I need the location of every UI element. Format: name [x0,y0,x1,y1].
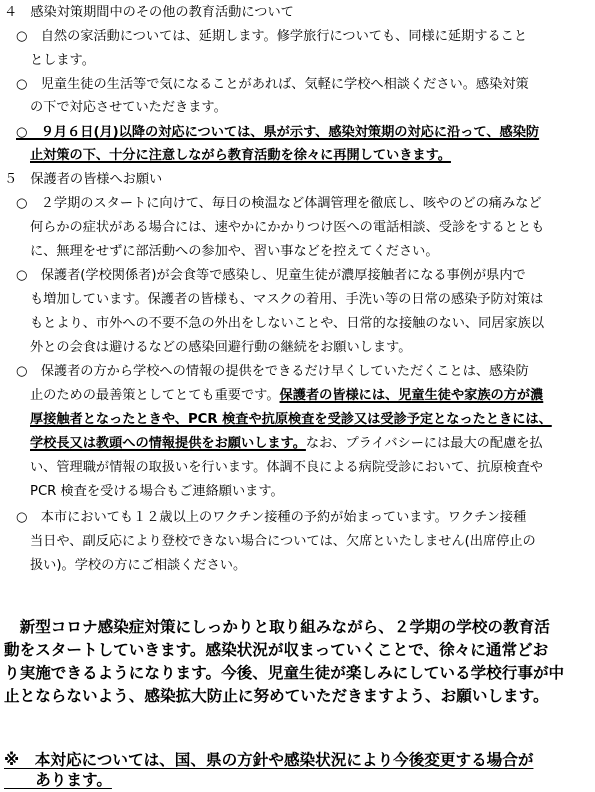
section-5-item-1-line-2: 何らかの症状がある場合には、速やかにかかりつけ医への電話相談、受診をするととも [30,220,545,235]
closing-line-1: 新型コロナ感染症対策にしっかりと取り組みながら、２学期の学校の教育活 [4,618,550,636]
section-5-item-3-line-6: PCR 検査を受ける場合もご連絡願います。 [30,484,284,499]
section-5-item-3-line-2-plain: 止のための最善策としてとても重要です。 [30,388,280,403]
section-5-item-3-line-3: 厚接触者となったときや、PCR 検査や抗原検査を受診又は受診予定となったときには、 [30,412,552,427]
section-4-item-3-line-2: 止対策の下、十分に注意しながら教育活動を徐々に再開していきます。 [30,148,451,163]
closing-line-2: 動をスタートしていきます。感染状況が収まっていくことで、徐々に通常どお [4,641,549,659]
section-5-item-3-line-4 [30,436,543,452]
section-5-item-3-line-5: い、管理職が情報の取扱いを行います。体調不良による病院受診において、抗原検査や [30,460,543,475]
section-5-item-3-line-2 [30,388,543,404]
section-5-item-4-line-3: 扱い)。学校の方にご相談ください。 [30,558,247,573]
section-5-item-4-line-1: ○ 本市においても１２歳以上のワクチン接種の予約が始まっています。ワクチン接種 [16,510,527,525]
section-5-item-1-line-1: ○ ２学期のスタートに向けて、毎日の検温など体調管理を徹底し、咳やのどの痛みなど [16,196,542,211]
closing-line-3: り実施できるようになります。今後、児童生徒が楽しみにしている学校行事が中 [4,664,565,682]
section-5-item-4-line-2: 当日や、副反応により登校できない場合については、欠席といたしません(出席停止の [30,534,536,549]
section-4-item-3-line-1: ○ ９月６日(月)以降の対応については、県が示す、感染対策期の対応に沿って、感染防 [16,125,540,140]
section-5-item-2-line-1: ○ 保護者(学校関係者)が会食等で感染し、児童生徒が濃厚接触者になる事例が県内で [16,268,526,283]
section-4-heading: ４ 感染対策期間中のその他の教育活動について [4,5,294,20]
section-4-item-1-line-1: ○ 自然の家活動については、延期します。修学旅行についても、同様に延期すること [16,29,528,44]
closing-line-4: 止とならないよう、感染拡大防止に努めていただきますよう、お願いします。 [4,687,549,705]
section-5-item-2-line-4: 外との会食は避けるなどの感染回避行動の継続をお願いします。 [30,340,412,355]
section-5-item-3-line-4-emphasis: 学校長又は教頭への情報提供をお願いします。 [30,436,306,451]
section-5-heading: ５ 保護者の皆様へお願い [4,172,163,187]
section-4-item-2-line-1: ○ 児童生徒の生活等で気になることがあれば、気軽に学校へ相談ください。感染対策 [16,77,529,92]
section-5-item-3-line-2-emphasis: 保護者の皆様には、児童生徒や家族の方が濃 [279,388,544,403]
note-line-1: ※ 本対応については、国、県の方針や感染状況により今後変更する場合が [4,751,534,769]
section-5-item-2-line-2: も増加しています。保護者の皆様も、マスクの着用、手洗い等の日常の感染予防対策は [30,292,544,307]
section-4-item-1-line-2: とします。 [30,53,95,68]
note-line-2: あります。 [4,771,112,789]
section-5-item-3-line-1: ○ 保護者の方から学校への情報の提供をできるだけ早くしていただくことは、感染防 [16,364,529,379]
section-4-item-2-line-2: の下で対応させていただきます。 [30,100,227,115]
section-5-item-3-line-4-plain: なお、プライバシーには最大の配慮を払 [305,436,543,451]
section-5-item-1-line-3: に、無理をせずに部活動への参加や、習い事などを控えてください。 [30,244,439,259]
section-5-item-2-line-3: もとより、市外への不要不急の外出をしないことや、日常的な接触のない、同居家族以 [30,316,545,331]
